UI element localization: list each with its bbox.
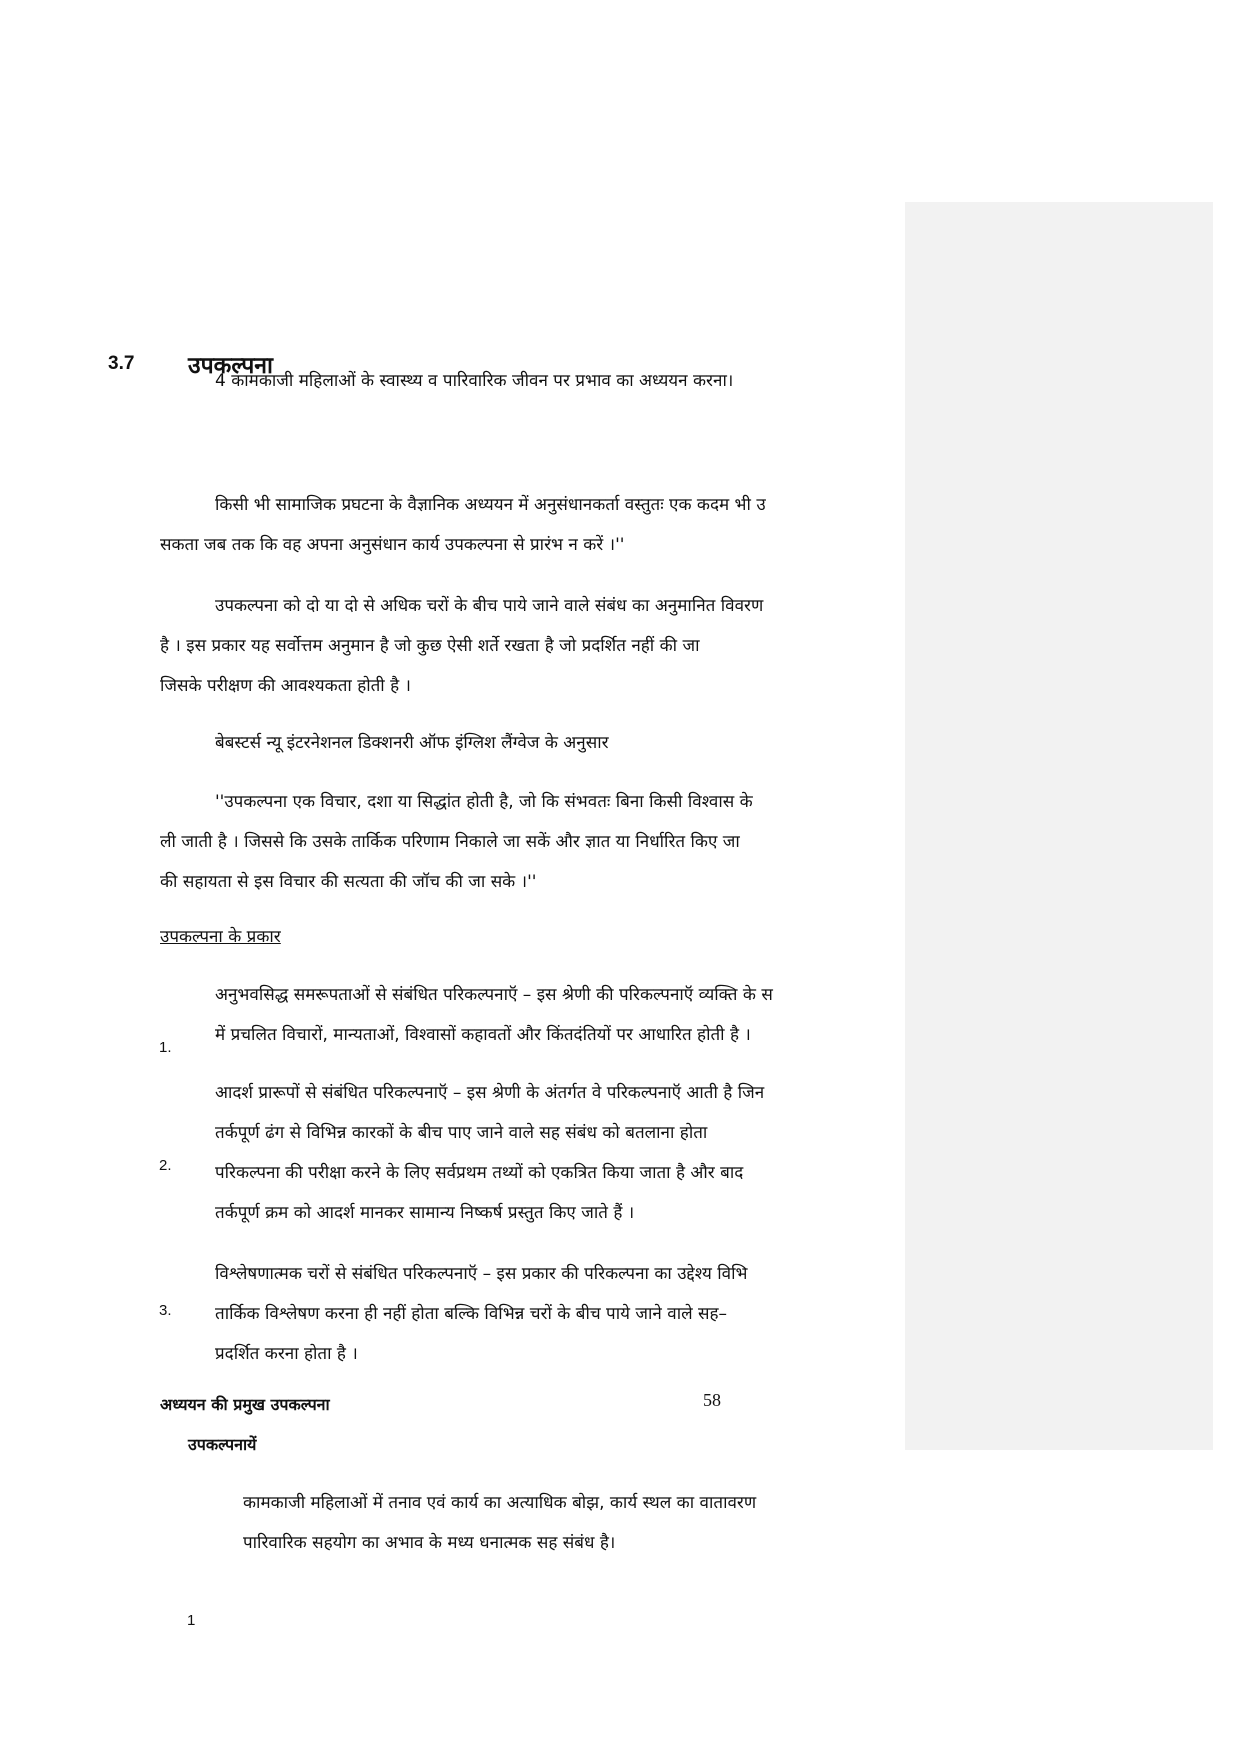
list-line: प्रदर्शित करना होता है । (215, 1344, 358, 1364)
list-line: तार्किक विश्लेषण करना ही नहीं होता बल्कि विभिन्न चरों के बीच पाये जाने वाले सह– (215, 1304, 728, 1324)
list-line: आदर्श प्रारूपों से संबंधित परिकल्पनाऍ – इस श्रेणी के अंतर्गत वे परिकल्पनाऍ आती है जिन (215, 1083, 765, 1103)
list-number: 1. (159, 1039, 172, 1056)
comment-pane (905, 202, 1213, 1450)
main-heading: अध्ययन की प्रमुख उपकल्पना (160, 1395, 330, 1414)
paragraph-line: की सहायता से इस विचार की सत्यता की जॉच की जा सके ।'' (160, 872, 537, 892)
list-number: 1 (187, 1612, 196, 1629)
list-number: 3. (159, 1302, 172, 1319)
intro-item: 4 कामकाजी महिलाओं के स्वास्थ्य व पारिवारिक जीवन पर प्रभाव का अध्ययन करना। (215, 371, 734, 391)
list-line: तर्कपूर्ण ढंग से विभिन्न कारकों के बीच पाए जाने वाले सह संबंध को बतलाना होता (215, 1123, 708, 1143)
paragraph-line: ली जाती है । जिससे कि उसके तार्किक परिणाम निकाले जा सकें और ज्ञात या निर्धारित किए जा (160, 832, 740, 852)
paragraph-line: उपकल्पना को दो या दो से अधिक चरों के बीच पाये जाने वाले संबंध का अनुमानित विवरण (215, 596, 764, 616)
section-title: उपकल्पना (188, 353, 273, 379)
list-number: 2. (159, 1157, 172, 1174)
list-line: विश्लेषणात्मक चरों से संबंधित परिकल्पनाऍ – इस प्रकार की परिकल्पना का उद्देश्य विभि (215, 1264, 748, 1284)
list-line: परिकल्पना की परीक्षा करने के लिए सर्वप्रथम तथ्यों को एकत्रित किया जाता है और बाद (215, 1163, 744, 1183)
page-number: 58 (703, 1390, 721, 1410)
paragraph-line: है । इस प्रकार यह सर्वोत्तम अनुमान है जो कुछ ऐसी शर्ते रखता है जो प्रदर्शित नहीं की जा (160, 636, 700, 656)
text-column (160, 0, 905, 1753)
paragraph-line: सकता जब तक कि वह अपना अनुसंधान कार्य उपकल्पना से प्रारंभ न करें ।'' (160, 535, 625, 555)
paragraph-line: बेबस्टर्स न्यू इंटरनेशनल डिक्शनरी ऑफ इंग्लिश लैंग्वेज के अनुसार (215, 733, 609, 753)
list-line: में प्रचलित विचारों, मान्यताओं, विश्वासों कहावतों और किंतदंतियों पर आधारित होती है । (215, 1025, 751, 1045)
section-number: 3.7 (108, 353, 135, 374)
paragraph-line: किसी भी सामाजिक प्रघटना के वैज्ञानिक अध्ययन में अनुसंधानकर्ता वस्तुतः एक कदम भी उ (215, 495, 766, 515)
list-line: अनुभवसिद्ध समरूपताओं से संबंधित परिकल्पनाऍ – इस श्रेणी की परिकल्पनाऍ व्यक्ति के स (215, 985, 773, 1005)
paragraph-line: ''उपकल्पना एक विचार, दशा या सिद्धांत होती है, जो कि संभवतः बिना किसी विश्वास के (215, 792, 753, 812)
list-line: तर्कपूर्ण क्रम को आदर्श मानकर सामान्य निष्कर्ष प्रस्तुत किए जाते हैं । (215, 1203, 635, 1223)
sub-heading: उपकल्पनायें (188, 1435, 257, 1454)
list-line: कामकाजी महिलाओं में तनाव एवं कार्य का अत्याधिक बोझ, कार्य स्थल का वातावरण (243, 1493, 757, 1513)
types-heading: उपकल्पना के प्रकार (160, 927, 281, 947)
paragraph-line: जिसके परीक्षण की आवश्यकता होती है । (160, 676, 411, 696)
list-line: पारिवारिक सहयोग का अभाव के मध्य धनात्मक सह संबंध है। (243, 1533, 616, 1553)
